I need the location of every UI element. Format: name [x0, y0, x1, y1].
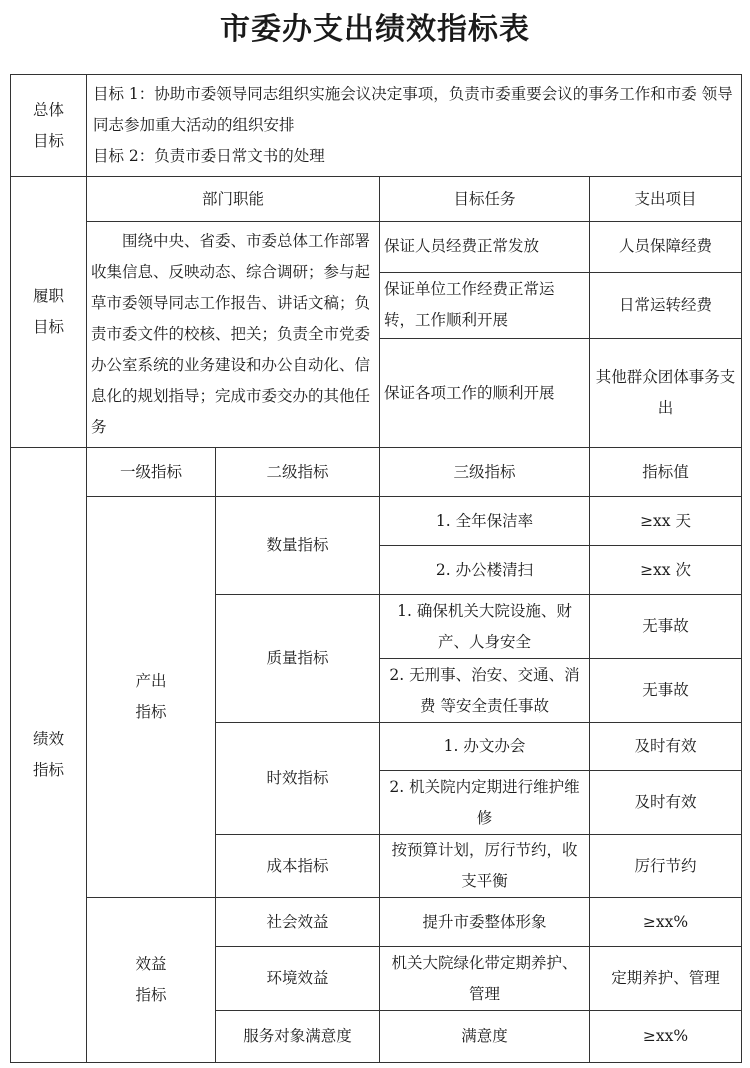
task-cell: 保证人员经费正常发放 [380, 222, 590, 273]
value-cell: 无事故 [590, 659, 742, 723]
performance-header-row [11, 448, 742, 497]
header-value: 指标值 [590, 448, 742, 497]
cost-indicator: 成本指标 [216, 835, 380, 898]
value-cell: 无事故 [590, 595, 742, 659]
quality-indicator: 质量指标 [216, 595, 380, 723]
item-cell: 日常运转经费 [590, 272, 742, 338]
value-cell: 定期养护、管理 [590, 947, 742, 1011]
overall-goal-content [87, 75, 742, 177]
goal-2: 目标 2：负责市委日常文书的处理 [93, 147, 325, 165]
level3-cell: 2. 机关院内定期进行维护维修 [380, 771, 590, 835]
overall-goal-label: 总体 目标 [11, 75, 87, 177]
performance-table [10, 74, 742, 1063]
social-benefit: 社会效益 [216, 898, 380, 947]
page-title: 市委办支出绩效指标表 [220, 12, 530, 47]
level3-cell: 2. 办公楼清扫 [380, 546, 590, 595]
header-task: 目标任务 [380, 177, 590, 222]
output-indicator-label: 产出 指标 [87, 497, 216, 898]
header-function: 部门职能 [87, 177, 380, 222]
value-cell: ≥xx% [590, 898, 742, 947]
benefit-indicator-label: 效益 指标 [87, 898, 216, 1063]
duty-row [11, 222, 742, 273]
header-level1: 一级指标 [87, 448, 216, 497]
level3-cell: 1. 办文办会 [380, 723, 590, 771]
performance-label: 绩效 指标 [11, 448, 87, 1063]
task-cell: 保证各项工作的顺利开展 [380, 339, 590, 448]
indicator-row [11, 497, 742, 546]
header-level2: 二级指标 [216, 448, 380, 497]
environment-benefit: 环境效益 [216, 947, 380, 1011]
value-cell: 及时有效 [590, 771, 742, 835]
timeliness-indicator: 时效指标 [216, 723, 380, 835]
level3-cell: 按预算计划，厉行节约，收支平衡 [380, 835, 590, 898]
quantity-indicator: 数量指标 [216, 497, 380, 595]
value-cell: ≥xx% [590, 1011, 742, 1063]
level3-cell: 满意度 [380, 1011, 590, 1063]
level3-cell: 1. 全年保洁率 [380, 497, 590, 546]
level3-cell: 2. 无刑事、治安、交通、消费 等安全责任事故 [380, 659, 590, 723]
satisfaction-indicator: 服务对象满意度 [216, 1011, 380, 1063]
department-function-text: 围绕中央、省委、市委总体工作部署 收集信息、反映动态、综合调研；参与起草市委领导同志工作报告、讲话文稿；负责市委文件的校核、把关；负责全市党委办公室系统的业务建设和办公自动化、信息化的规划指导；完成市委交办的其他任务 [87, 222, 380, 448]
indicator-row [11, 898, 742, 947]
value-cell: 及时有效 [590, 723, 742, 771]
value-cell: ≥xx 天 [590, 497, 742, 546]
value-cell: 厉行节约 [590, 835, 742, 898]
goal-1: 目标 1：协助市委领导同志组织实施会议决定事项，负责市委重要会议的事务工作和市委 领导同志参加重大活动的组织安排 [93, 85, 733, 134]
duty-header-row [11, 177, 742, 222]
duty-goal-label: 履职 目标 [11, 177, 87, 448]
level3-cell: 提升市委整体形象 [380, 898, 590, 947]
overall-goal-row [11, 75, 742, 177]
value-cell: ≥xx 次 [590, 546, 742, 595]
header-level3: 三级指标 [380, 448, 590, 497]
item-cell: 人员保障经费 [590, 222, 742, 273]
level3-cell: 机关大院绿化带定期养护、管理 [380, 947, 590, 1011]
item-cell: 其他群众团体事务支出 [590, 339, 742, 448]
level3-cell: 1. 确保机关大院设施、财产、人身安全 [380, 595, 590, 659]
header-item: 支出项目 [590, 177, 742, 222]
task-cell: 保证单位工作经费正常运转，工作顺利开展 [380, 272, 590, 338]
